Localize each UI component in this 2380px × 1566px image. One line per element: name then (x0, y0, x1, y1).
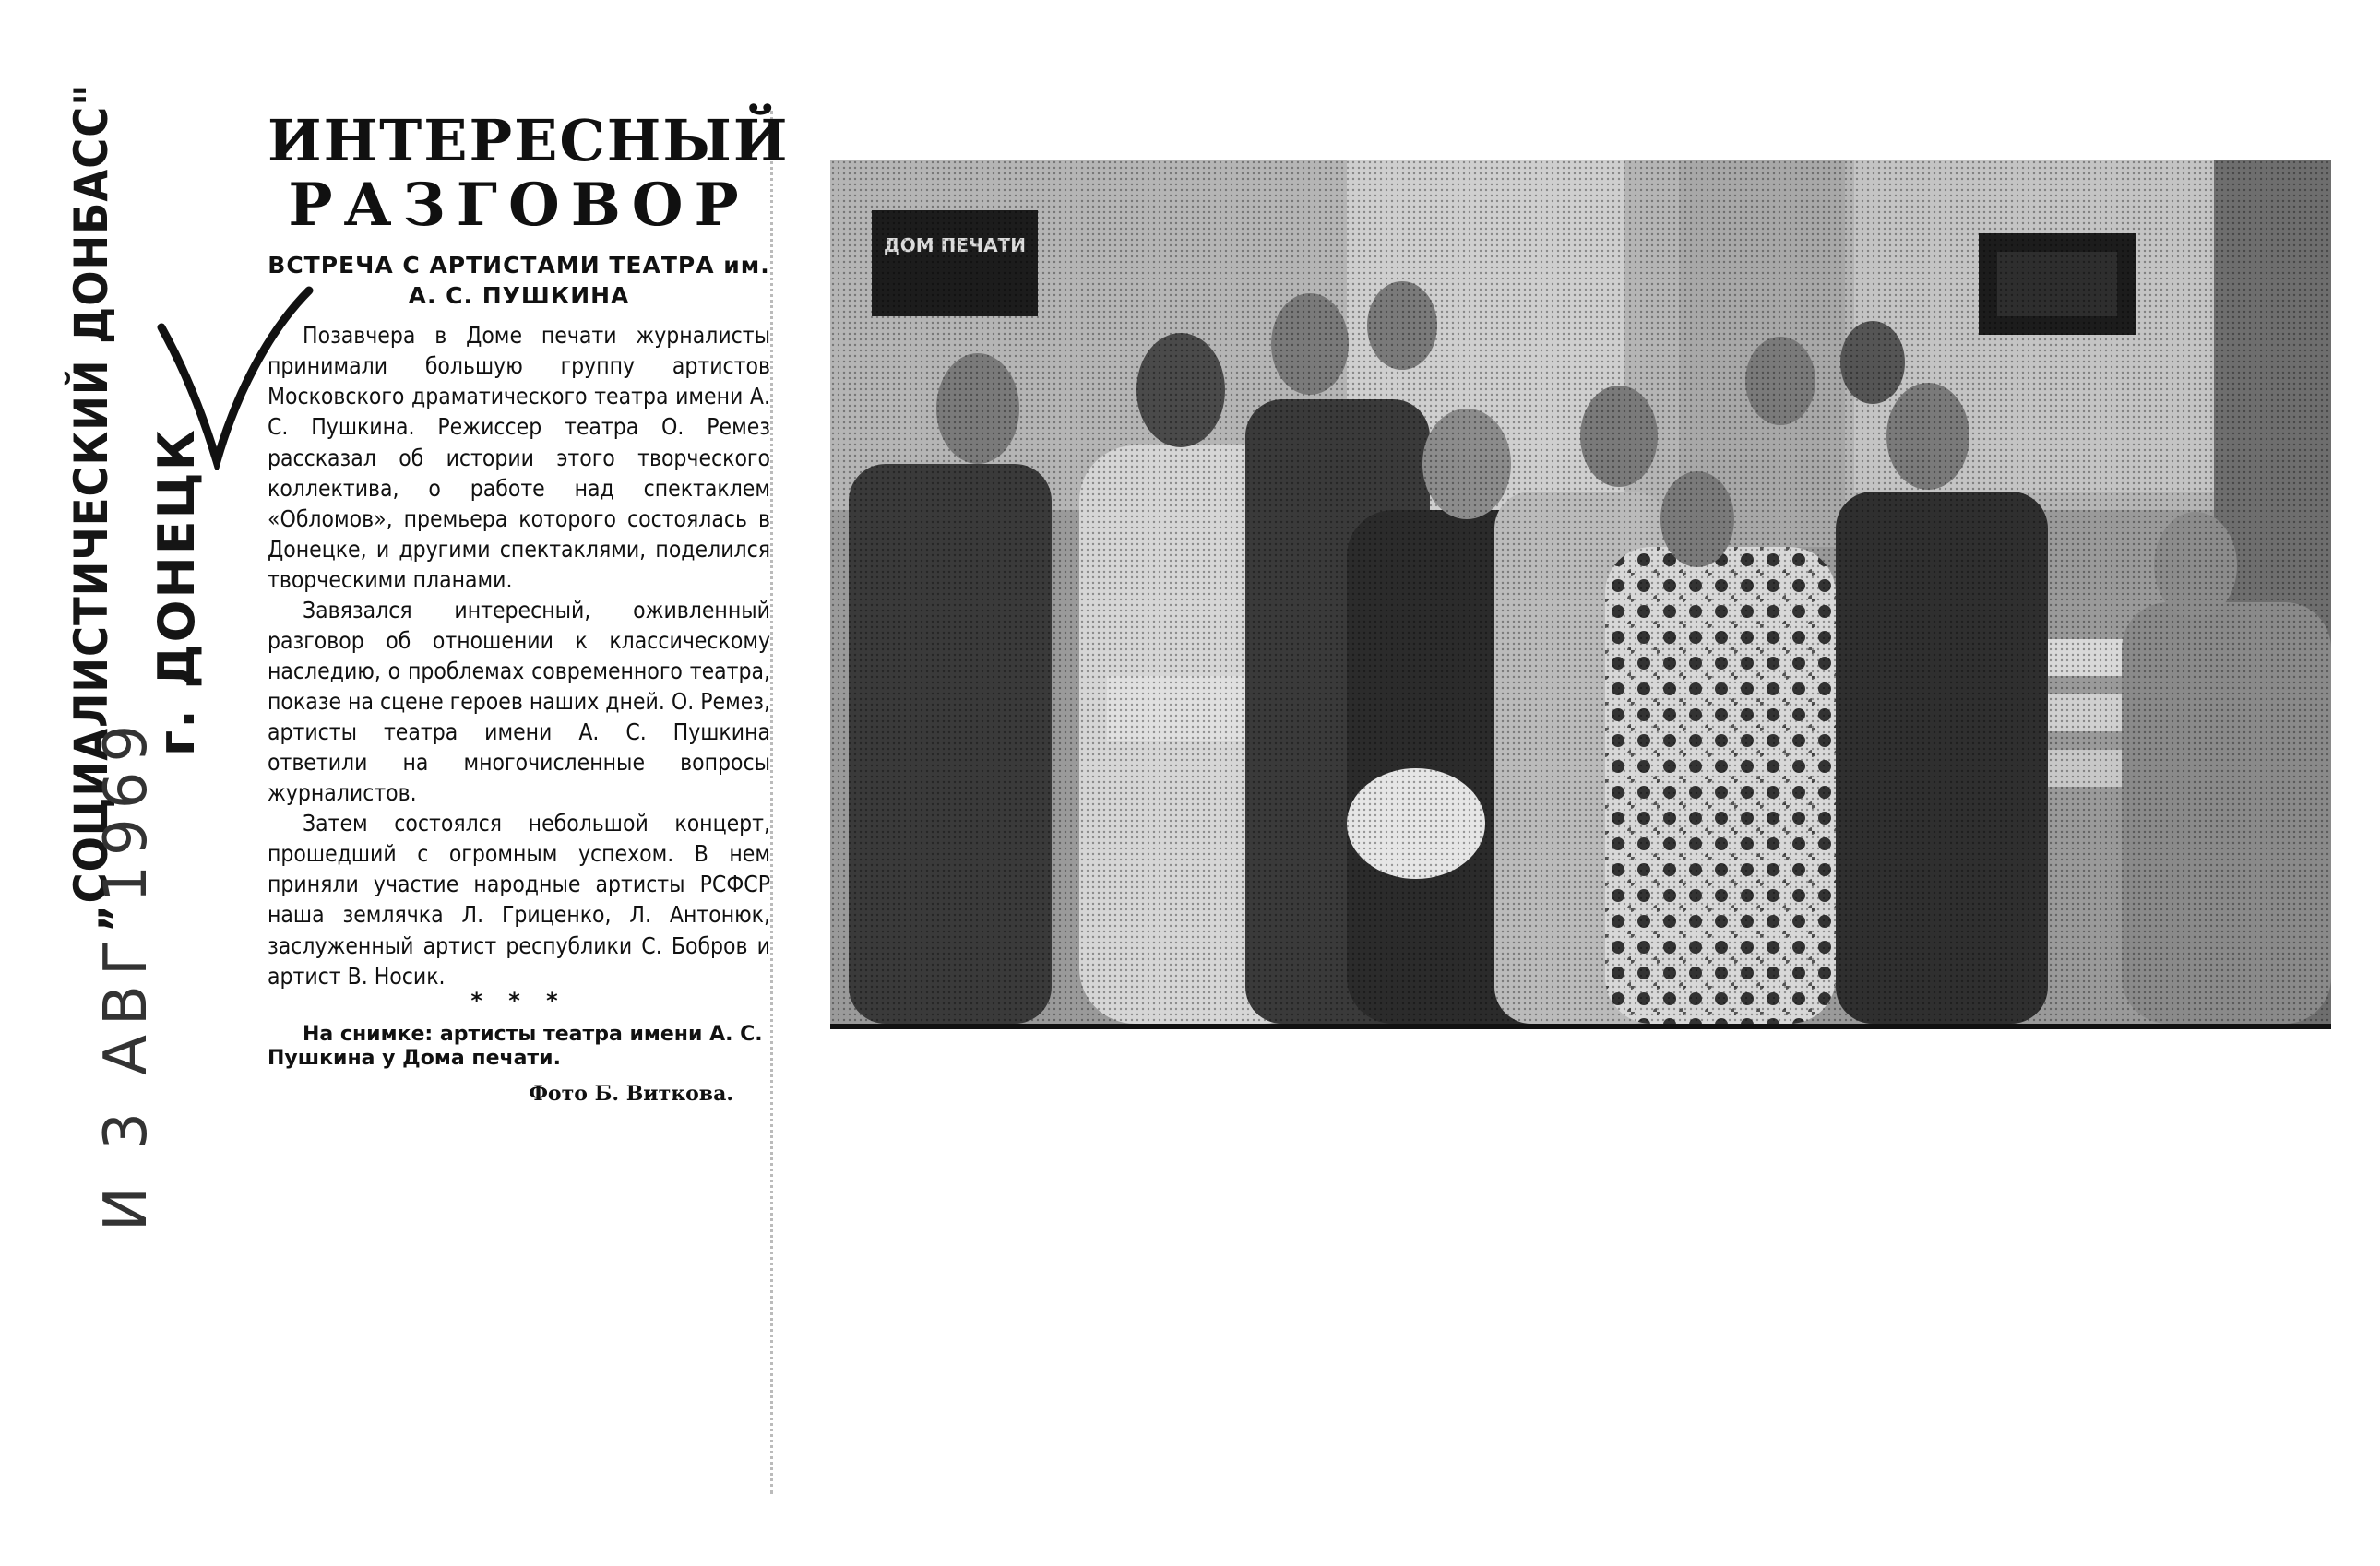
headline-line-1: ИНТЕРЕСНЫЙ (268, 107, 790, 174)
separator: * * * (470, 987, 567, 1014)
photo-credit: Фото Б. Виткова. (529, 1082, 733, 1107)
subheadline: ВСТРЕЧА С АРТИСТАМИ ТЕАТРА им. А. С. ПУШКИНА (268, 252, 770, 309)
group-photo (830, 160, 2331, 1029)
photo-caption: На снимке: артисты театра имени А. С. Пушкина у Дома печати. (268, 1022, 763, 1071)
article-body (268, 320, 770, 991)
publication-city: г. ДОНЕЦК (148, 428, 206, 756)
article (268, 107, 790, 1494)
paragraph: Позавчера в Доме печати журналисты принимали большую группу артистов Московского драматического театра имени А. С. Пушкина. Режиссер театра О. Ремез рассказал об истории этого творческого коллектива, о работе над спектаклем «Обломов», премьера которого состоялась в Донецке, и другими спектаклями, поделился творческими планами. (268, 322, 770, 593)
archive-date: И 3 АВГ 1969 (92, 715, 161, 1231)
paragraph: Завязался интересный, оживленный разговор об отношении к классическому наследию, о проблемах современного театра, показе на сцене героев наших дней. О. Ремез, артисты театра имени А. С. Пушкина ответили на многочисленные вопросы журналистов. (268, 596, 770, 807)
paragraph: Затем состоялся небольшой концерт, прошедший с огромным успехом. В нем приняли участие народные артисты РСФСР наша землячка Л. Гриценко, Л. Антонюк, заслуженный артист республики С. Бобров и артист В. Носик. (268, 810, 770, 990)
headline-line-2: РАЗГОВОР (288, 171, 750, 241)
publication-name: „СОЦИАЛИСТИЧЕСКИЙ ДОНБАСС" (65, 83, 118, 931)
